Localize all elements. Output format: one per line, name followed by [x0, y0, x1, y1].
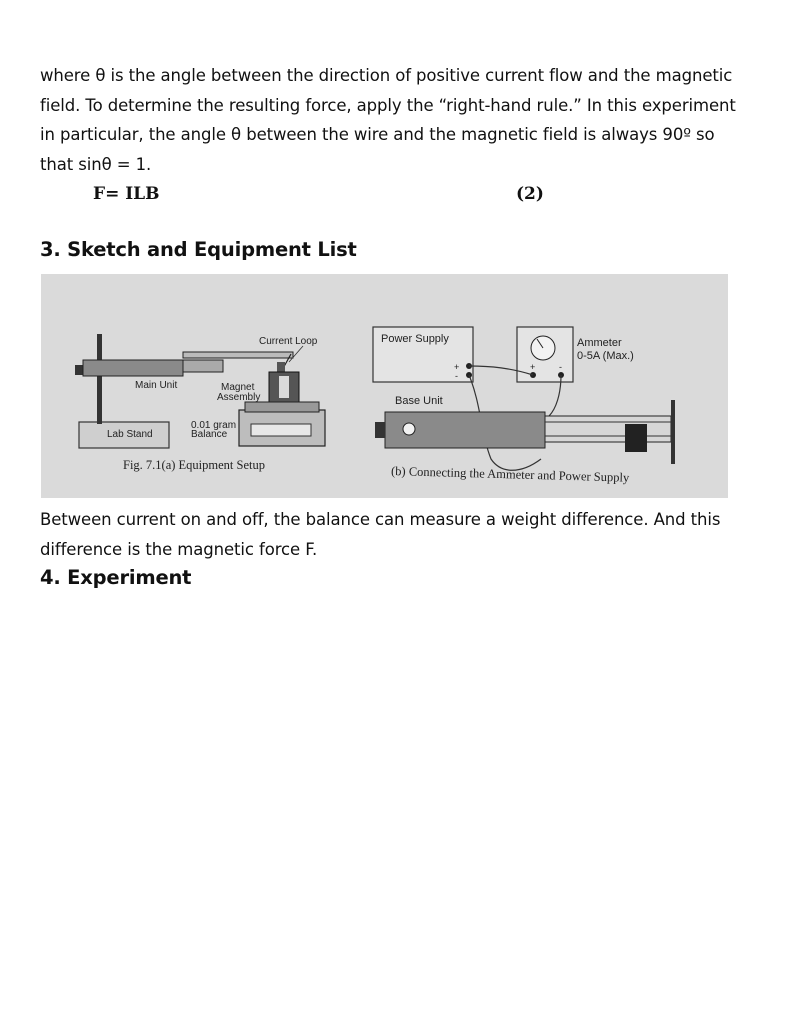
formula-force: F= ILB [93, 184, 160, 204]
equipment-figure [41, 274, 728, 498]
label-magnet-line2: Assembly [217, 392, 261, 403]
label-ps-minus: - [455, 371, 458, 381]
paragraph-balance: Between current on and off, the balance can measure a weight difference. And this difference is the magnetic force F. [40, 510, 721, 559]
caption-b: (b) Connecting the Ammeter and Power Supply [390, 464, 630, 485]
main-unit-bar [83, 360, 183, 376]
label-am-plus: + [530, 362, 536, 372]
paragraph-theta-definition: where θ is the angle between the direction of positive current flow and the magnetic field. To determine the resulting force, apply the “right-hand rule.” In this experiment in particular, the angle θ between the wire and the magnetic field is always 90º so that sinθ = 1. [40, 66, 736, 174]
label-current-loop: Current Loop [259, 336, 318, 347]
section-heading-sketch: 3. Sketch and Equipment List [40, 238, 357, 261]
label-balance-line2: Balance [191, 429, 228, 440]
label-magnet-line1: Magnet [221, 382, 255, 393]
label-main-unit: Main Unit [135, 380, 178, 391]
label-base-unit: Base Unit [395, 395, 443, 407]
equation-number: (2) [516, 184, 544, 204]
label-ps-plus: + [454, 362, 460, 372]
equipment-diagram [41, 274, 728, 498]
section-heading-experiment: 4. Experiment [40, 566, 192, 589]
label-balance-line1: 0.01 gram [191, 420, 237, 431]
label-ammeter-line1: Ammeter [577, 337, 622, 349]
lab-stand-rod [97, 334, 102, 424]
label-ammeter-line2: 0-5A (Max.) [577, 350, 634, 362]
label-power-supply: Power Supply [381, 333, 449, 345]
caption-a: Fig. 7.1(a) Equipment Setup [123, 458, 265, 472]
label-am-minus: - [559, 362, 562, 372]
magnet-block [625, 424, 647, 452]
label-lab-stand: Lab Stand [107, 429, 153, 440]
